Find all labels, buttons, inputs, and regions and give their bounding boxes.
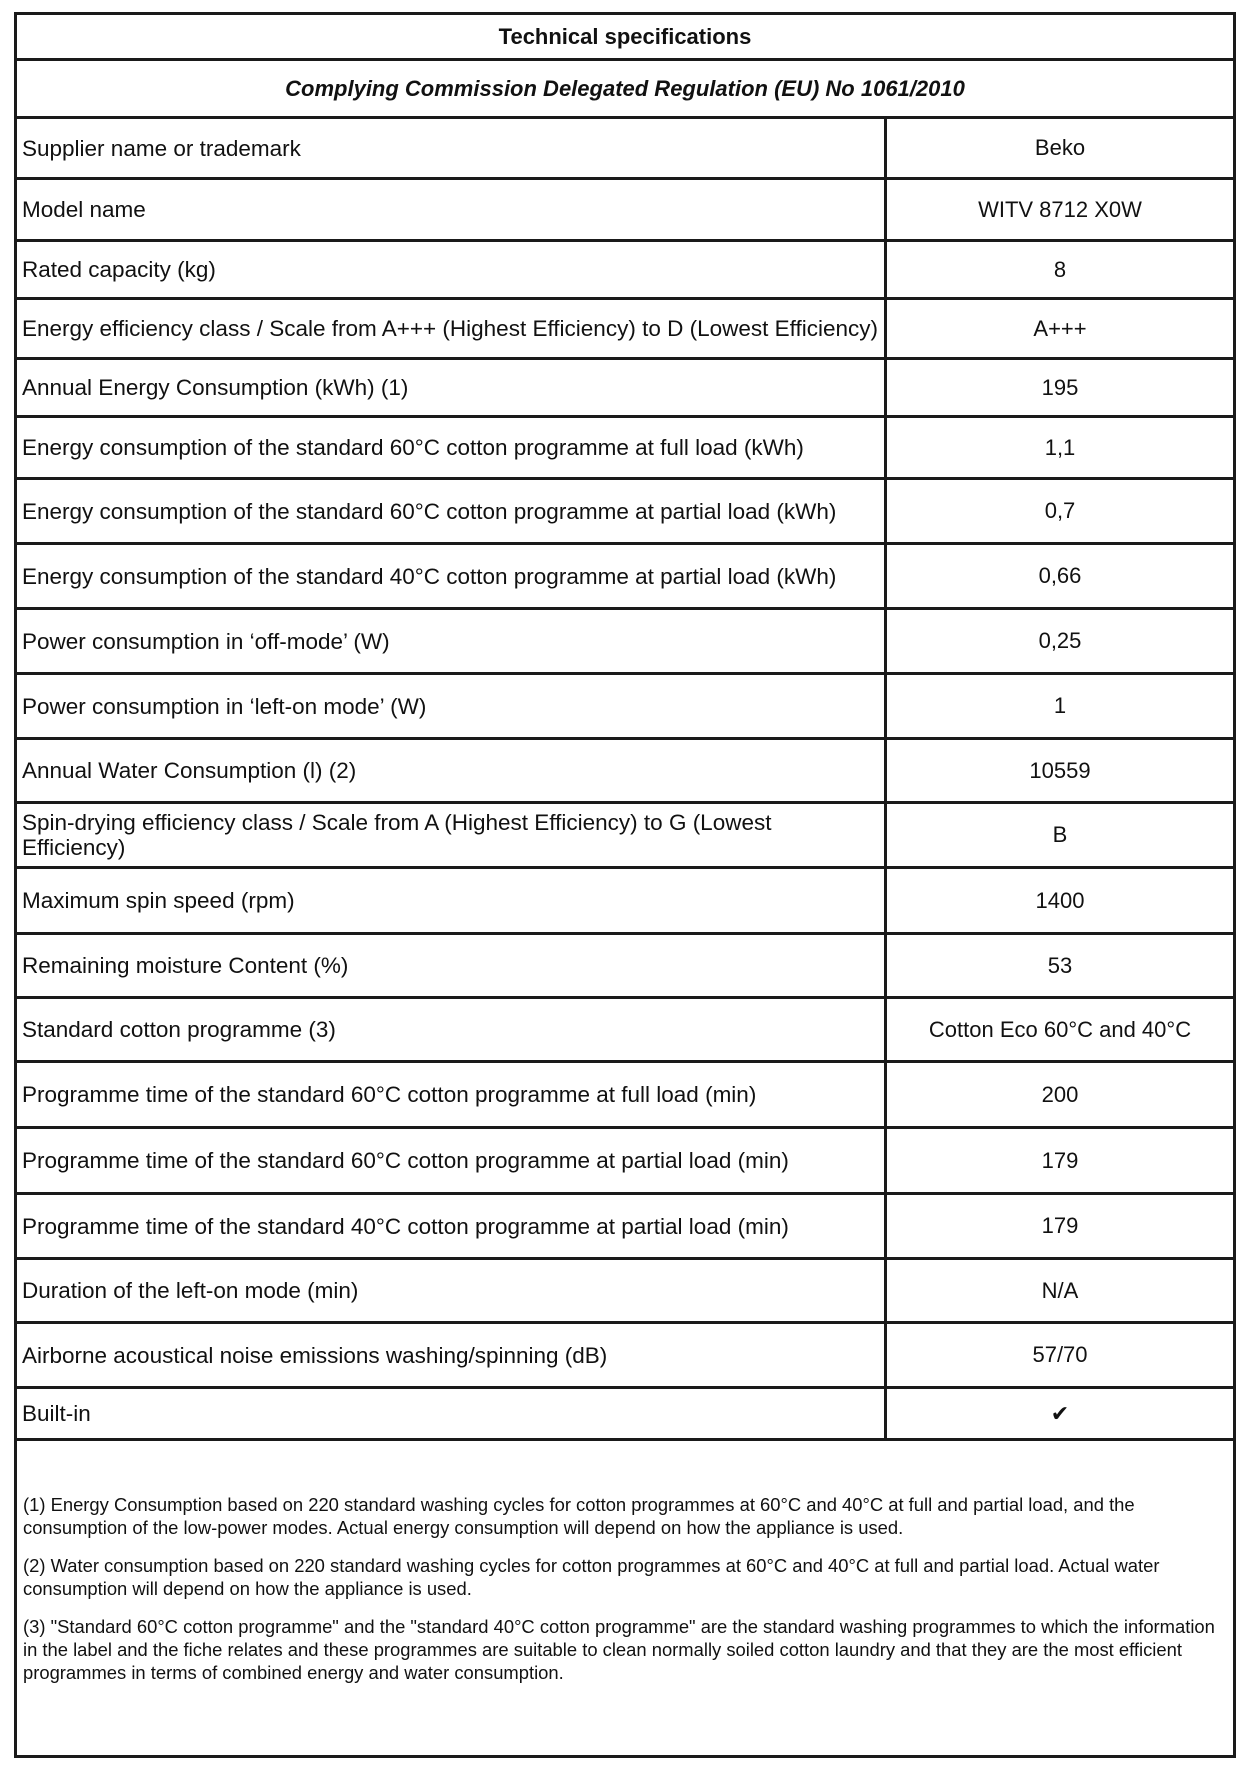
spec-label: Remaining moisture Content (%) <box>17 935 887 996</box>
spec-label: Power consumption in ‘off-mode’ (W) <box>17 610 887 672</box>
table-row <box>17 418 1233 480</box>
spec-label: Built-in <box>17 1389 887 1438</box>
spec-label: Rated capacity (kg) <box>17 242 887 297</box>
check-icon: ✔ <box>1050 1400 1070 1426</box>
spec-value: 8 <box>1053 256 1067 282</box>
table-row <box>17 300 1233 360</box>
footnote: (1) Energy Consumption based on 220 standard washing cycles for cotton programmes at 60°C and 40°C at full and partial load, and the consumption of the low-power modes. Actual energy consumption will depend on how the appliance is used. <box>23 1494 1135 1538</box>
spec-label: Programme time of the standard 60°C cotton programme at full load (min) <box>17 1063 887 1126</box>
table-row <box>17 360 1233 418</box>
spec-label: Airborne acoustical noise emissions washing/spinning (dB) <box>17 1324 887 1386</box>
spec-label: Model name <box>17 180 887 239</box>
table-row <box>17 804 1233 869</box>
spec-value: B <box>1052 822 1068 847</box>
spec-value: WITV 8712 X0W <box>978 196 1142 222</box>
spec-label: Standard cotton programme (3) <box>17 999 887 1060</box>
spec-value: 200 <box>1041 1081 1079 1107</box>
table-row <box>17 675 1233 740</box>
spec-label: Annual Energy Consumption (kWh) (1) <box>17 360 887 415</box>
footnote: (3) "Standard 60°C cotton programme" and the "standard 40°C cotton programme" are the standard washing programmes to which the information in the label and the fiche relates and these programmes are suitable to clean normally soiled cotton laundry and that they are the most efficient programmes in terms of combined energy and water consumption. <box>23 1616 1215 1683</box>
table-row <box>17 1063 1233 1129</box>
spec-label: Maximum spin speed (rpm) <box>17 869 887 932</box>
table-row <box>17 242 1233 300</box>
table-row <box>17 545 1233 610</box>
spec-value: 195 <box>1041 374 1079 400</box>
spec-label: Programme time of the standard 60°C cotton programme at partial load (min) <box>17 1129 887 1192</box>
footnotes <box>23 1493 1223 1699</box>
table-row <box>17 1260 1233 1324</box>
table-row <box>17 1195 1233 1260</box>
spec-label: Annual Water Consumption (l) (2) <box>17 740 887 801</box>
spec-value: 1400 <box>1035 887 1085 913</box>
table-row <box>17 1389 1233 1441</box>
spec-value: N/A <box>1041 1277 1079 1303</box>
spec-label: Power consumption in ‘left-on mode’ (W) <box>17 675 887 737</box>
table-row <box>17 1324 1233 1389</box>
spec-label: Programme time of the standard 40°C cotton programme at partial load (min) <box>17 1195 887 1257</box>
spec-value: 57/70 <box>1032 1342 1088 1367</box>
spec-value: 1 <box>1053 693 1067 718</box>
spec-value: Cotton Eco 60°C and 40°C <box>928 1016 1192 1042</box>
spec-label: Energy consumption of the standard 60°C cotton programme at full load (kWh) <box>17 418 887 477</box>
spec-value: 53 <box>1047 952 1073 978</box>
regulation-subtitle: Complying Commission Delegated Regulation (EU) No 1061/2010 <box>17 61 1233 119</box>
footnote: (2) Water consumption based on 220 standard washing cycles for cotton programmes at 60°C and 40°C at full and partial load. Actual water consumption will depend on how the appliance is used. <box>23 1555 1160 1599</box>
spec-label: Energy consumption of the standard 60°C cotton programme at partial load (kWh) <box>17 480 887 542</box>
spec-label: Spin-drying efficiency class / Scale from A (Highest Efficiency) to G (Lowest Efficiency) <box>17 804 887 866</box>
spec-value: Beko <box>1034 135 1086 160</box>
table-row <box>17 610 1233 675</box>
table-row <box>17 180 1233 242</box>
sheet-title: Technical specifications <box>17 15 1233 61</box>
table-row <box>17 935 1233 999</box>
spec-label: Energy efficiency class / Scale from A+++ (Highest Efficiency) to D (Lowest Efficiency) <box>17 300 887 357</box>
spec-value: 0,66 <box>1038 563 1082 588</box>
table-row <box>17 869 1233 935</box>
spec-value: 1,1 <box>1044 434 1076 460</box>
spec-value: A+++ <box>1033 315 1087 341</box>
table-row <box>17 740 1233 804</box>
spec-value: 0,25 <box>1038 628 1082 653</box>
table-row <box>17 1129 1233 1195</box>
table-row <box>17 119 1233 180</box>
table-row <box>17 999 1233 1063</box>
spec-value: 10559 <box>1029 757 1091 783</box>
table-row <box>17 480 1233 545</box>
spec-label: Duration of the left-on mode (min) <box>17 1260 887 1321</box>
spec-value: 179 <box>1041 1213 1079 1238</box>
spec-value: 0,7 <box>1044 498 1076 523</box>
spec-value: 179 <box>1041 1147 1079 1173</box>
spec-label: Energy consumption of the standard 40°C cotton programme at partial load (kWh) <box>17 545 887 607</box>
spec-sheet <box>14 12 1236 1758</box>
spec-label: Supplier name or trademark <box>17 119 887 177</box>
